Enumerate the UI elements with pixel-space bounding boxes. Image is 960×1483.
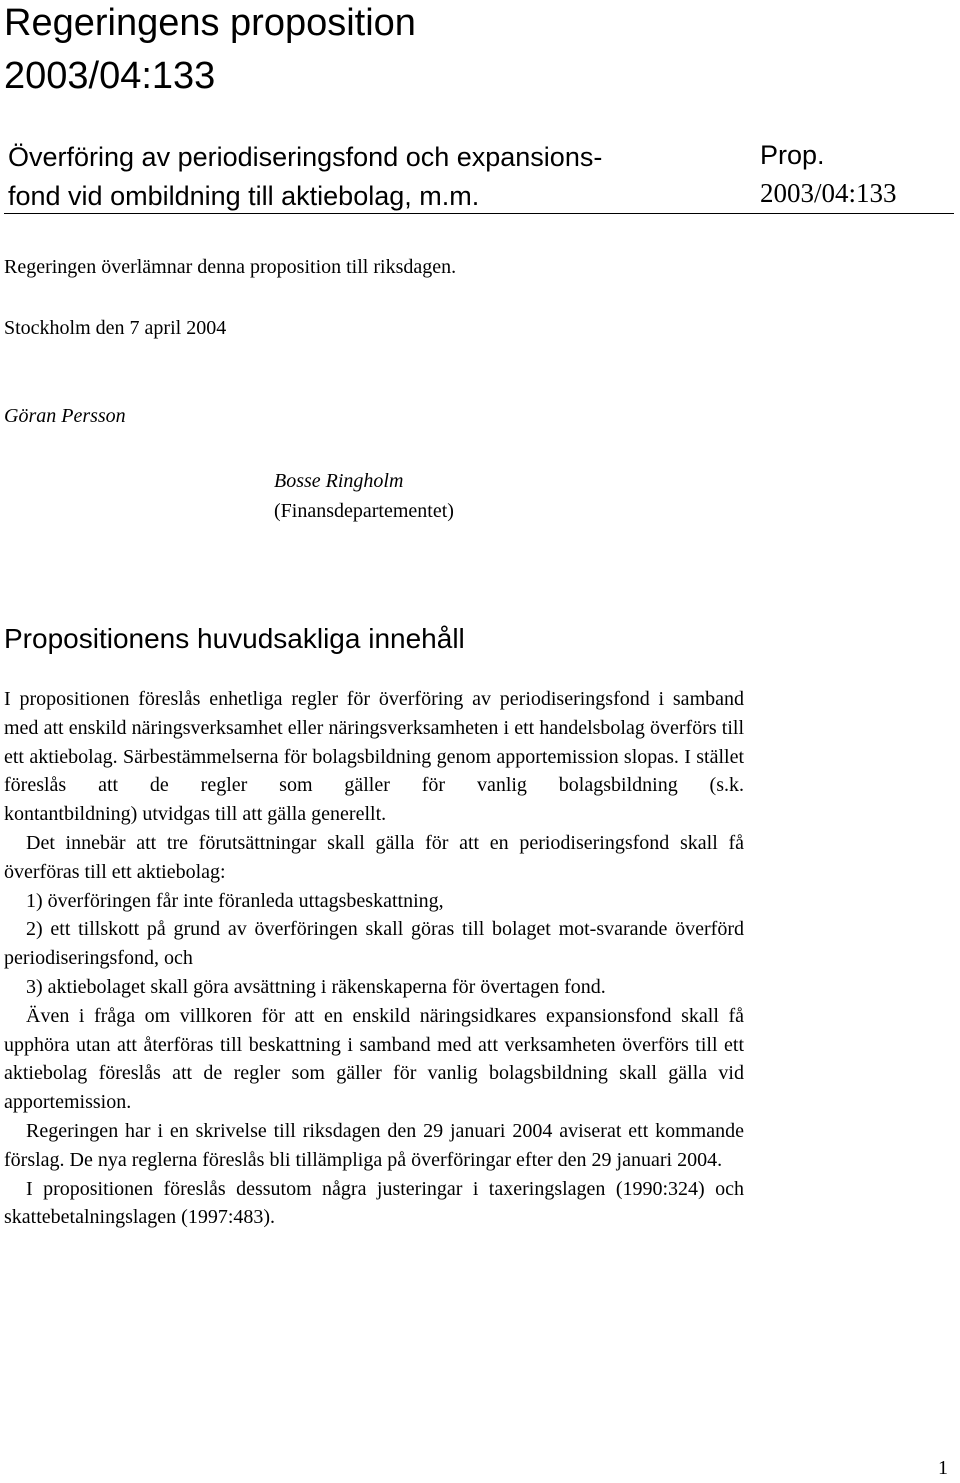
- document-subtitle-line-2: fond vid ombildning till aktiebolag, m.m.: [8, 181, 480, 211]
- summary-paragraph-4: Regeringen har i en skrivelse till riksdagen den 29 januari 2004 aviserat ett kommande förslag. De nya reglerna föreslås bli tillämpliga på överföringar efter den 29 januari 2004.: [4, 1119, 744, 1171]
- document-title: Regeringens proposition: [4, 2, 416, 44]
- condition-item-3: 3) aktiebolaget skall göra avsättning i räkenskaperna för övertagen fond.: [26, 975, 606, 998]
- document-title-number: 2003/04:133: [4, 55, 216, 97]
- summary-paragraph-3: Även i fråga om villkoren för att en enskild näringsidkares expansionsfond skall få upphöra utan att återföras till beskattning i samband med att verksamheten överförs till ett aktiebolag föreslås att de regler som gäller för vanlig bolagsbildning skall gälla vid apportemission.: [4, 1004, 744, 1114]
- ministry-name: (Finansdepartementet): [274, 500, 454, 522]
- page-number: 1: [938, 1457, 948, 1479]
- signer-prime-minister: Göran Persson: [4, 405, 126, 427]
- summary-paragraph-1a: I propositionen föreslås enhetliga regler för överföring av periodiseringsfond i samband med att enskild näringsverksamhet eller näringsverksamheten i ett handelsbolag överförs till ett aktiebolag. Särbestämmelserna för bolagsbildning genom apportemission slopas. I stället föreslås att de regler som gäller för vanlig bolagsbildning (s.k.: [4, 688, 744, 797]
- summary-paragraph-2: Det innebär att tre förutsättningar skall gälla för att en periodiseringsfond skall få överföras till ett aktiebolag:: [4, 831, 744, 883]
- summary-paragraph-1b: kontantbildning) utvidgas till att gälla generellt.: [4, 803, 387, 826]
- header-divider: [4, 213, 954, 214]
- summary-heading: Propositionens huvudsakliga innehåll: [4, 623, 465, 654]
- summary-body: [4, 685, 744, 1232]
- condition-item-2: 2) ett tillskott på grund av överföringen skall göras till bolaget mot-svarande överförd periodiseringsfond, och: [4, 918, 744, 970]
- signer-minister: Bosse Ringholm: [274, 470, 404, 492]
- summary-paragraph-5: I propositionen föreslås dessutom några justeringar i taxeringslagen (1990:324) och skattebetalningslagen (1997:483).: [4, 1177, 744, 1229]
- prop-label: Prop.: [760, 140, 825, 170]
- condition-item-1: 1) överföringen får inte föranleda uttagsbeskattning,: [26, 889, 444, 912]
- document-subtitle-line-1: Överföring av periodiseringsfond och expansions-: [8, 142, 603, 172]
- prop-number: 2003/04:133: [760, 178, 897, 208]
- transmittal-text: Regeringen överlämnar denna proposition till riksdagen.: [4, 256, 457, 278]
- place-date: Stockholm den 7 april 2004: [4, 317, 227, 339]
